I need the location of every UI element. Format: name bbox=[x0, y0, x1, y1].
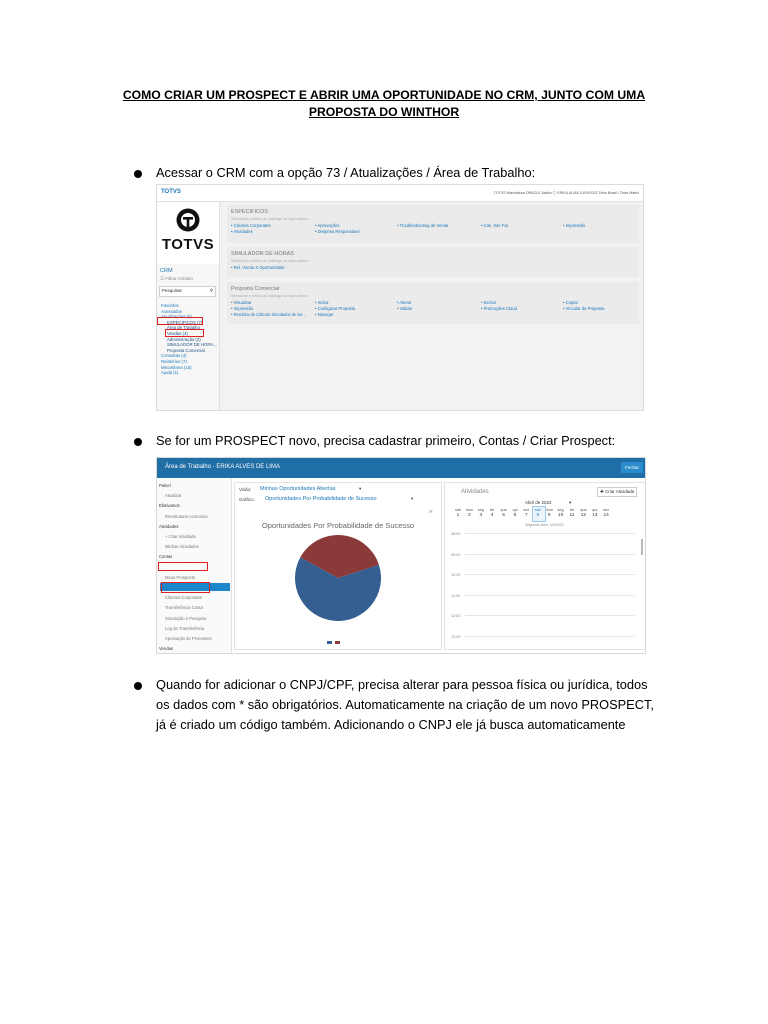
chart-legend bbox=[327, 631, 343, 649]
menu-item[interactable]: Consultas (4) bbox=[161, 353, 187, 359]
step-3-text: Quando for adicionar o CNPJ/CPF, precisa alterar para pessoa física ou jurídica, todos os dados com * são obrigatórios. Automaticamente na criação de um novo PROSPECT, já é criado um código também. Adicionando o CNPJ ele já busca automaticamente bbox=[156, 677, 654, 732]
menu-section-header: Painel bbox=[159, 483, 171, 488]
menu-item[interactable]: Acessados bbox=[161, 308, 183, 314]
calendar-day-name: seg bbox=[557, 508, 564, 512]
hour-label: 10:00 bbox=[451, 573, 461, 577]
side-menu bbox=[157, 202, 220, 410]
section-panel bbox=[227, 247, 639, 277]
crm-label: CRM bbox=[160, 268, 173, 274]
bullet-point bbox=[134, 170, 142, 178]
menu-item[interactable]: Favoritos bbox=[161, 303, 179, 308]
section-link[interactable]: • Aprovações bbox=[315, 223, 340, 228]
menu-item[interactable]: + Criar Prospect bbox=[165, 564, 196, 570]
hour-line bbox=[465, 636, 635, 637]
create-activity-button[interactable]: ✚ Criar Atividade bbox=[597, 487, 637, 497]
calendar-day[interactable]: 9 bbox=[547, 513, 551, 518]
hour-label: 12:00 bbox=[451, 614, 461, 618]
highlight-contas bbox=[158, 562, 208, 571]
menu-item[interactable]: Administração (2) bbox=[167, 336, 201, 342]
section-link[interactable]: • Alterar bbox=[397, 300, 412, 305]
calendar-day-name: ter bbox=[569, 508, 575, 512]
hour-line bbox=[465, 595, 635, 596]
graph-select[interactable]: Oportunidades Por Probabilidade de Sucesso bbox=[265, 496, 377, 502]
section-link[interactable]: • Validar bbox=[397, 306, 413, 311]
bullet-point bbox=[134, 438, 142, 446]
calendar-day-name: dom bbox=[545, 508, 553, 512]
calendar-day[interactable]: 11 bbox=[569, 513, 575, 518]
calendar-day[interactable]: 12 bbox=[580, 513, 587, 518]
menu-item[interactable]: Ajuda (1) bbox=[161, 370, 179, 376]
top-bar bbox=[157, 185, 643, 202]
vision-label: Visão: bbox=[239, 487, 252, 492]
refresh-icon[interactable]: ⟳ bbox=[429, 509, 433, 514]
hour-label: 13:00 bbox=[451, 634, 461, 639]
section-link[interactable]: • Cite. Site Fat bbox=[481, 223, 508, 228]
hour-line bbox=[465, 533, 635, 534]
crm-screenshot bbox=[156, 184, 644, 411]
menu-item[interactable]: Meus Prospects bbox=[165, 574, 196, 580]
workspace-side-menu bbox=[157, 478, 232, 653]
menu-section-header: Atividades bbox=[159, 523, 179, 529]
chart-title: Oportunidades Por Probabilidade de Sucesso bbox=[261, 521, 415, 530]
menu-item[interactable]: Atualizações (5) bbox=[161, 314, 192, 320]
calendar-day-name: sáb bbox=[454, 508, 462, 512]
totvs-logo-icon bbox=[175, 207, 201, 233]
legend-swatch-0[interactable] bbox=[327, 641, 332, 644]
search-placeholder: Pesquisar bbox=[162, 288, 183, 293]
section-title: SIMULADOR DE HORAS bbox=[231, 251, 294, 257]
search-input[interactable] bbox=[159, 286, 216, 297]
section-link[interactable]: • Despesa Responsável bbox=[315, 229, 360, 234]
calendar-day-name: dom bbox=[465, 508, 474, 512]
brand-label: TOTVS bbox=[161, 189, 181, 195]
section-link[interactable]: • Impressão bbox=[231, 306, 254, 311]
section-link[interactable]: • Clientes Corporates bbox=[231, 223, 271, 228]
chevron-down-icon[interactable]: ▾ bbox=[411, 496, 414, 501]
menu-item[interactable]: Vendas (4) bbox=[167, 331, 188, 336]
step-2-text: Se for um PROSPECT novo, precisa cadastrar primeiro, Contas / Criar Prospect: bbox=[156, 433, 616, 448]
hour-line bbox=[465, 574, 635, 575]
menu-item[interactable]: + Criar Atividade bbox=[165, 534, 196, 539]
document-title: COMO CRIAR UM PROSPECT E ABRIR UMA OPORTUNIDADE NO CRM, JUNTO COM UMA PROPOSTA DO WINTHOR bbox=[122, 88, 646, 119]
bullet-point bbox=[134, 682, 142, 690]
calendar-day[interactable]: 2 bbox=[468, 513, 471, 518]
section-subtitle: Selecione a rotina do catálogo ou faça abaixo bbox=[231, 294, 308, 298]
calendar-day-name: qui bbox=[512, 508, 518, 512]
calendar-day[interactable]: 13 bbox=[592, 513, 598, 518]
workspace-header bbox=[157, 458, 645, 478]
activities-title: Atividades bbox=[461, 489, 489, 495]
section-title: ESPECIFICOS bbox=[231, 209, 268, 215]
calendar-day-name: seg bbox=[477, 508, 484, 512]
menu-section-header: Contas bbox=[159, 554, 173, 560]
opportunities-panel bbox=[234, 482, 442, 650]
section-link[interactable]: • Configurar Proposta bbox=[315, 306, 356, 311]
menu-item[interactable]: Atualizar bbox=[165, 493, 182, 499]
today-label: Segunda-feira, 4/4/2022 bbox=[525, 523, 564, 527]
section-panel bbox=[227, 282, 639, 324]
highlight-criar-prospect bbox=[161, 582, 210, 593]
search-icon[interactable]: ⚲ bbox=[209, 288, 213, 293]
calendar-day[interactable]: 8 bbox=[536, 513, 540, 518]
menu-item[interactable]: Clientes Corporates bbox=[165, 595, 203, 601]
calendar-day[interactable]: 14 bbox=[603, 513, 609, 518]
workspace-screenshot bbox=[156, 457, 646, 654]
menu-item[interactable]: Relatórios (7) bbox=[161, 359, 187, 364]
section-link[interactable]: • Remitira de Cálculo Simulador de Se... bbox=[231, 312, 306, 317]
calendar-day-name: qua bbox=[580, 508, 587, 512]
menu-section-header: Efetivamos bbox=[159, 503, 180, 509]
section-link[interactable]: • Impressão bbox=[563, 223, 586, 228]
calendar-day-name: qui bbox=[592, 508, 598, 512]
calendar-day-name: qua bbox=[500, 508, 507, 512]
menu-item[interactable]: Aprovação de Processos bbox=[165, 636, 212, 641]
workspace-title: Área de Trabalho - ERIKA ALVES DE LIMA bbox=[165, 464, 280, 470]
menu-item[interactable]: Minhas Atividades bbox=[165, 544, 199, 550]
calendar-strip bbox=[453, 507, 643, 521]
section-link[interactable]: • Rel. Venda X Oportunidade bbox=[231, 265, 285, 270]
section-link[interactable]: • Copiar bbox=[563, 300, 578, 305]
time-grid bbox=[449, 529, 635, 649]
section-link[interactable]: • Incluir bbox=[315, 300, 329, 305]
menu-item[interactable]: Transferência Conta bbox=[165, 605, 203, 611]
section-link[interactable]: • Promoções Cloud bbox=[481, 306, 517, 311]
month-label: Abril de 2022 bbox=[525, 500, 552, 505]
highlight-area-trabalho bbox=[165, 329, 204, 337]
menu-item[interactable]: Simulação e Pesquisa bbox=[165, 615, 207, 621]
section-link[interactable]: • Excluir bbox=[481, 300, 497, 305]
menu-item[interactable]: Reestruturar economia bbox=[165, 513, 208, 519]
section-title: Proposta Comercial bbox=[231, 286, 280, 292]
calendar-day-name: sex bbox=[523, 508, 530, 512]
logo-area bbox=[157, 202, 219, 264]
highlight-atualizacoes bbox=[157, 317, 203, 325]
vision-select[interactable]: Minhas Oportunidades Abertas bbox=[260, 486, 336, 492]
pie-chart bbox=[235, 535, 441, 635]
calendar-day[interactable]: 6 bbox=[513, 513, 517, 518]
calendar-day[interactable]: 1 bbox=[456, 513, 460, 518]
hour-label: 09:00 bbox=[451, 552, 461, 557]
hour-label: 08:00 bbox=[451, 532, 461, 536]
calendar-selected-day bbox=[532, 506, 546, 522]
section-link[interactable]: • Atividades bbox=[231, 229, 253, 234]
menu-item[interactable]: SIMULADOR DE HORA... bbox=[167, 342, 217, 348]
chevron-down-icon[interactable]: ▾ bbox=[359, 486, 362, 491]
calendar-day-name: ter bbox=[489, 508, 495, 512]
section-link[interactable]: • Navegar bbox=[315, 312, 334, 317]
graph-label: Gráfico: bbox=[239, 497, 255, 502]
section-panel bbox=[227, 205, 639, 243]
menu-item[interactable]: Miscelânea (15) bbox=[161, 364, 192, 370]
menu-item[interactable]: Proposta Comercial bbox=[167, 347, 205, 353]
legend-swatch-1[interactable] bbox=[335, 641, 340, 644]
logo-text: TOTVS bbox=[161, 236, 215, 253]
section-subtitle: Selecione a rotina do catálogo ou faça abaixo bbox=[231, 217, 308, 221]
chevron-down-icon[interactable]: ▾ bbox=[569, 500, 572, 505]
menu-section-header: Vendas bbox=[159, 646, 173, 652]
menu-item[interactable]: Área de Trabalho bbox=[167, 325, 200, 331]
section-link[interactable]: • Vincular de Proposta bbox=[563, 306, 605, 311]
calendar-day-name: sáb bbox=[534, 508, 541, 512]
scrollbar[interactable] bbox=[641, 539, 643, 555]
calendar-day[interactable]: 5 bbox=[502, 513, 505, 518]
menu-item[interactable]: Log de Transferência bbox=[165, 625, 205, 631]
close-button[interactable]: Fechar bbox=[621, 462, 643, 473]
calendar-day[interactable]: 7 bbox=[525, 513, 528, 518]
session-info: TOTVS Manufatura ORACLE Atalho Ⓒ ERIKA.ALMA 10/04/2022 Totvs Brasil / Totvs Matriz bbox=[493, 191, 639, 195]
calendar-day[interactable]: 10 bbox=[557, 513, 564, 518]
hour-label: 11:00 bbox=[451, 593, 461, 598]
section-link[interactable]: • Troubleshooting de Venda bbox=[397, 223, 449, 228]
calendar-day[interactable]: 4 bbox=[490, 513, 494, 518]
calendar-day[interactable]: 3 bbox=[479, 513, 483, 518]
activities-panel bbox=[444, 482, 646, 650]
filter-label[interactable]: ☰ Filtrar módulo bbox=[160, 276, 193, 281]
hour-line bbox=[465, 554, 635, 555]
menu-item[interactable]: ESPECIFICOS (7) bbox=[167, 319, 203, 325]
step-1-text: Acessar o CRM com a opção 73 / Atualizações / Área de Trabalho: bbox=[156, 165, 536, 180]
hour-line bbox=[465, 615, 635, 616]
calendar-day-name: sex bbox=[603, 508, 610, 512]
section-subtitle: Selecione a rotina do catálogo ou faça abaixo bbox=[231, 259, 308, 263]
section-link[interactable]: • Visualizar bbox=[231, 300, 252, 305]
